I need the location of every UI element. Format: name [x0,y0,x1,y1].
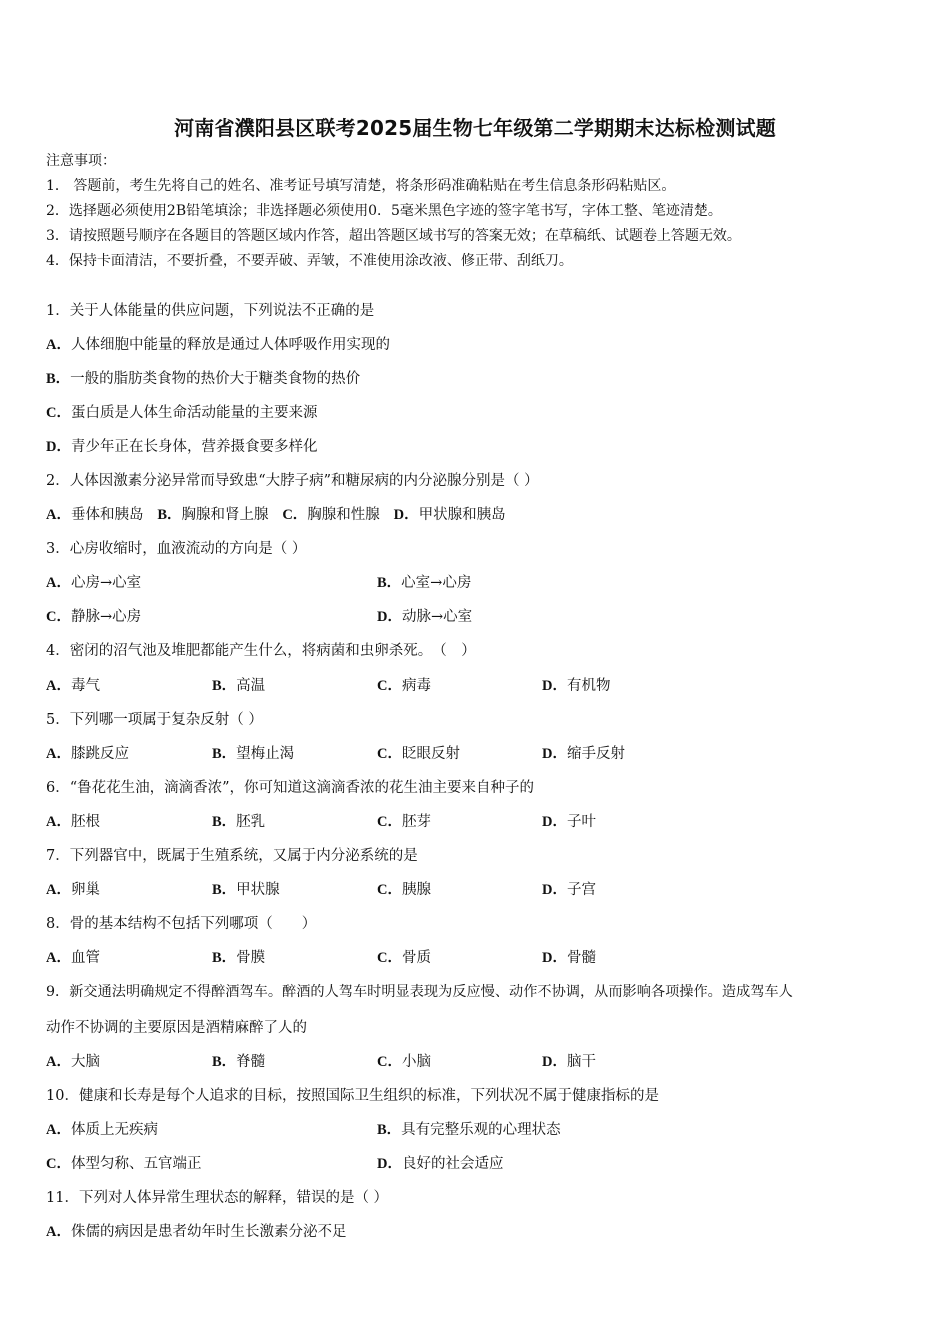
option [212,948,265,968]
question-stem: 4．密闭的沼气池及堆肥都能产生什么，将病菌和虫卵杀死。 （ ） [46,643,476,659]
option-label: D． [377,1156,402,1172]
option-text: 骨膜 [236,950,266,966]
option-label: D． [542,882,567,898]
notice-heading: 注意事项： [46,153,116,169]
option [377,1154,503,1174]
option-text: 心房→心室 [70,575,142,591]
option-text: 子叶 [566,814,596,830]
option-label: B． [212,678,237,694]
option [377,1052,431,1072]
option-label: B． [212,746,237,762]
option-text: 脑干 [566,1054,596,1070]
option-text: 胸腺和性腺 [307,507,380,523]
option-text: 缩手反射 [566,746,625,762]
option-text: 胰腺 [401,882,431,898]
question-stem: 6．“鲁花花生油，滴滴香浓”，你可知道这滴滴香浓的花生油主要来自种子的 [46,780,535,796]
option-label: B． [212,814,237,830]
option [542,1052,596,1072]
option [46,607,141,627]
notice-item: 4．保持卡面清洁，不要折叠，不要弄破、弄皱，不准使用涂改液、修正带、刮纸刀。 [46,253,573,269]
option [212,1052,265,1072]
option-label: A． [46,575,71,591]
option-text: 具有完整乐观的心理状态 [401,1122,561,1138]
option-label: C． [377,882,402,898]
option-label: C． [377,678,402,694]
question-stem: 1．关于人体能量的供应问题，下列说法不正确的是 [46,303,375,319]
option-label: D． [542,950,567,966]
option [46,437,317,457]
option-label: C． [377,814,402,830]
option-label: D． [542,746,567,762]
option-label: A． [46,1054,71,1070]
option-text: 大脑 [70,1054,100,1070]
option-label: D． [542,678,567,694]
option-label: C． [46,1156,71,1172]
option-label: A． [46,507,71,523]
option-text: 胚根 [70,814,100,830]
option [377,607,472,627]
option-text: 血管 [70,950,100,966]
option-label: C． [46,609,71,625]
option-label: A． [46,1122,71,1138]
notice-item: 1． 答题前，考生先将自己的姓名、准考证号填写清楚，将条形码准确粘贴在考生信息条形码粘贴区。 [46,178,676,194]
option-text: 小脑 [401,1054,431,1070]
option [46,1052,100,1072]
option-label: B． [377,575,402,591]
option-label: D． [542,814,567,830]
option-text: 垂体和胰岛 [70,507,144,523]
option-label: A． [46,678,71,694]
question-stem: 11．下列对人体异常生理状态的解释，错误的是（ ） [46,1190,389,1206]
option-label: D． [393,507,419,523]
option-label: C． [377,950,402,966]
option-text: 甲状腺 [236,882,280,898]
option-text: 病毒 [401,678,431,694]
option-text: 一般的脂肪类食物的热价大于糖类食物的热价 [70,371,361,387]
question-stem: 3．心房收缩时，血液流动的方向是（ ） [46,541,307,557]
option-text: 胚芽 [401,814,431,830]
option [46,369,360,389]
option-text: 良好的社会适应 [401,1156,504,1172]
option-text: 甲状腺和胰岛 [418,507,506,523]
option-text: 体型匀称、五官端正 [70,1156,202,1172]
option-label: A． [46,950,71,966]
question-stem: 9．新交通法明确规定不得醉酒驾车。醉酒的人驾车时明显表现为反应慢、动作不协调，从而影响各项操作。造成驾车人 [46,984,793,1000]
option-text: 脊髓 [236,1054,266,1070]
option-label: D． [542,1054,567,1070]
option [542,676,610,696]
question-stem: 2．人体因激素分泌异常而导致患“大脖子病”和糖尿病的内分泌腺分别是（ ） [46,473,539,489]
question-stem: 10．健康和长寿是每个人追求的目标，按照国际卫生组织的标准，下列状况不属于健康指标的是 [46,1088,659,1104]
option-text: 膝跳反应 [70,746,129,762]
option [46,1222,346,1242]
option-text: 子宫 [566,882,596,898]
option [377,880,431,900]
option [46,1120,158,1140]
option [212,812,265,832]
option-label: C． [377,746,402,762]
option-label: A． [46,814,71,830]
notice-item: 2．选择题必须使用2B铅笔填涂；非选择题必须使用0．5毫米黑色字迹的签字笔书写，字体工整、笔迹清楚。 [46,203,722,219]
option [46,676,100,696]
option [212,880,280,900]
question-stem: 7．下列器官中，既属于生殖系统，又属于内分泌系统的是 [46,848,418,864]
option [542,948,596,968]
option-label: B． [212,1054,237,1070]
option-text: 骨髓 [566,950,596,966]
option-label: B． [212,882,237,898]
option-text: 胚乳 [236,814,266,830]
option-text: 心室→心房 [401,575,472,591]
option [46,335,390,355]
question-stem: 8．骨的基本结构不包括下列哪项（ ） [46,916,317,932]
option-label: D． [46,439,71,455]
option [377,744,460,764]
option [46,403,317,423]
option-label: B． [157,507,182,523]
option-label: A． [46,746,71,762]
option-label: B． [377,1122,402,1138]
option [377,1120,561,1140]
option-row [46,505,506,525]
option-text: 骨质 [401,950,431,966]
option-label: A． [46,1224,71,1240]
option-label: A． [46,337,71,353]
option [46,812,100,832]
option-text: 有机物 [566,678,611,694]
option [542,880,596,900]
question-stem: 5．下列哪一项属于复杂反射（ ） [46,712,263,728]
option [46,880,100,900]
option [542,812,596,832]
option-text: 静脉→心房 [70,609,142,625]
question-stem-continued: 动作不协调的主要原因是酒精麻醉了人的 [46,1020,307,1036]
option-label: C． [377,1054,402,1070]
option-text: 青少年正在长身体，营养摄食要多样化 [70,439,318,455]
option-text: 望梅止渴 [236,746,295,762]
option-text: 毒气 [70,678,100,694]
option [377,676,431,696]
option [377,573,471,593]
option-text: 人体细胞中能量的释放是通过人体呼吸作用实现的 [70,337,390,353]
option-text: 侏儒的病因是患者幼年时生长激素分泌不足 [70,1224,347,1240]
option-label: B． [46,371,71,387]
notice-item: 3．请按照题号顺序在各题目的答题区域内作答，超出答题区域书写的答案无效；在草稿纸、试题卷上答题无效。 [46,228,741,244]
option-label: A． [46,882,71,898]
option [46,744,129,764]
option [212,744,294,764]
option-text: 体质上无疾病 [70,1122,158,1138]
option-label: C． [282,507,308,523]
option [46,948,100,968]
option-text: 蛋白质是人体生命活动能量的主要来源 [70,405,318,421]
option [542,744,625,764]
option-text: 胸腺和肾上腺 [181,507,269,523]
option-label: B． [212,950,237,966]
option-text: 眨眼反射 [401,746,460,762]
option [46,1154,201,1174]
option-text: 动脉→心室 [401,609,473,625]
option [377,948,431,968]
page-title: 河南省濮阳县区联考2025届生物七年级第二学期期末达标检测试题 [174,116,776,140]
option-label: C． [46,405,71,421]
option [46,573,141,593]
option-text: 高温 [236,678,266,694]
option-label: D． [377,609,402,625]
option-text: 卵巢 [70,882,100,898]
option [212,676,265,696]
option [377,812,431,832]
